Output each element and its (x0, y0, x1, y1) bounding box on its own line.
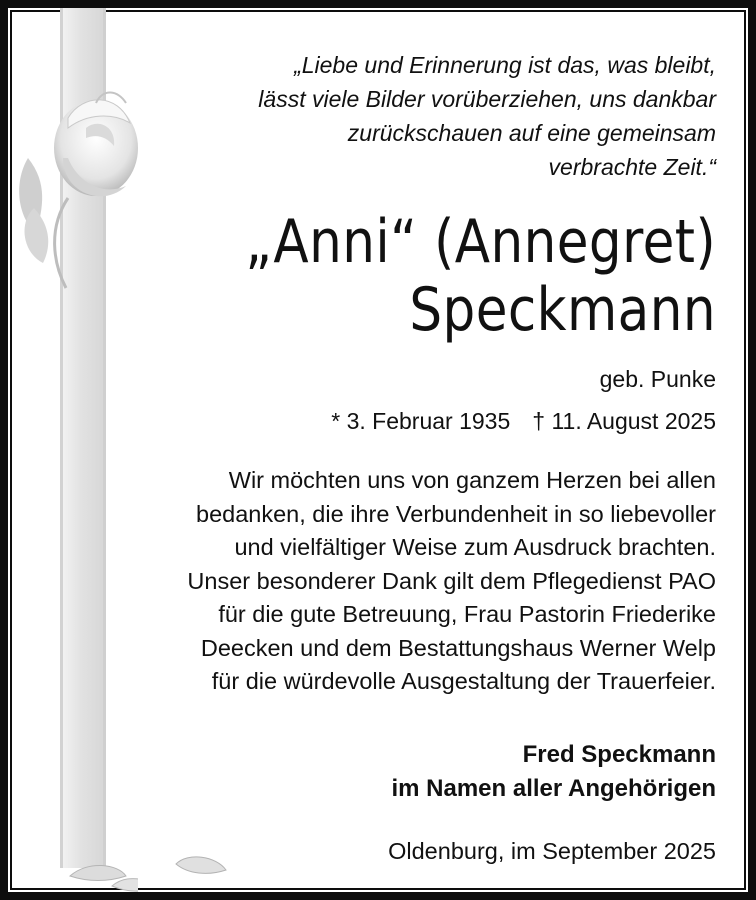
deceased-name (200, 208, 716, 344)
body-line: für die würdevolle Ausgestaltung der Trauerfeier. (211, 668, 716, 694)
name-line-1: „Anni“ (Annegret) (245, 207, 716, 277)
body-line: für die gute Betreuung, Frau Pastorin Friederike (218, 601, 716, 627)
body-line: und vielfältiger Weise zum Ausdruck brachten. (234, 534, 716, 560)
place-and-date: Oldenburg, im September 2025 (388, 838, 716, 864)
quote-line: „Liebe und Erinnerung ist das, was bleibt, (294, 52, 716, 78)
body-line: Deecken und dem Bestattungshaus Werner Welp (200, 634, 716, 661)
petal-image (70, 865, 138, 891)
name-line-2: Speckmann (409, 275, 716, 345)
body-line: bedanken, die ihre Verbundenheit in so liebevoller (196, 500, 716, 527)
birth-date: * 3. Februar 1935 (331, 408, 511, 434)
birth-name: geb. Punke (599, 366, 716, 392)
life-dates (331, 406, 716, 436)
rose-ribbon-image (8, 8, 138, 898)
body-line: Unser besonderer Dank gilt dem Pflegedienst PAO (187, 567, 716, 594)
death-date: † 11. August 2025 (532, 408, 716, 434)
quote-line: verbrachte Zeit.“ (548, 154, 716, 180)
signature-subline: im Namen aller Angehörigen (391, 775, 716, 802)
petal-image (168, 846, 238, 886)
body-line: Wir möchten uns von ganzem Herzen bei allen (228, 467, 716, 493)
signature-name: Fred Speckmann (522, 741, 716, 768)
thank-you-text (116, 464, 716, 699)
memorial-quote (156, 48, 716, 184)
signature (391, 738, 716, 806)
quote-line: lässt viele Bilder vorüberziehen, uns dankbar (258, 86, 716, 112)
quote-line: zurückschauen auf eine gemeinsam (347, 120, 716, 146)
